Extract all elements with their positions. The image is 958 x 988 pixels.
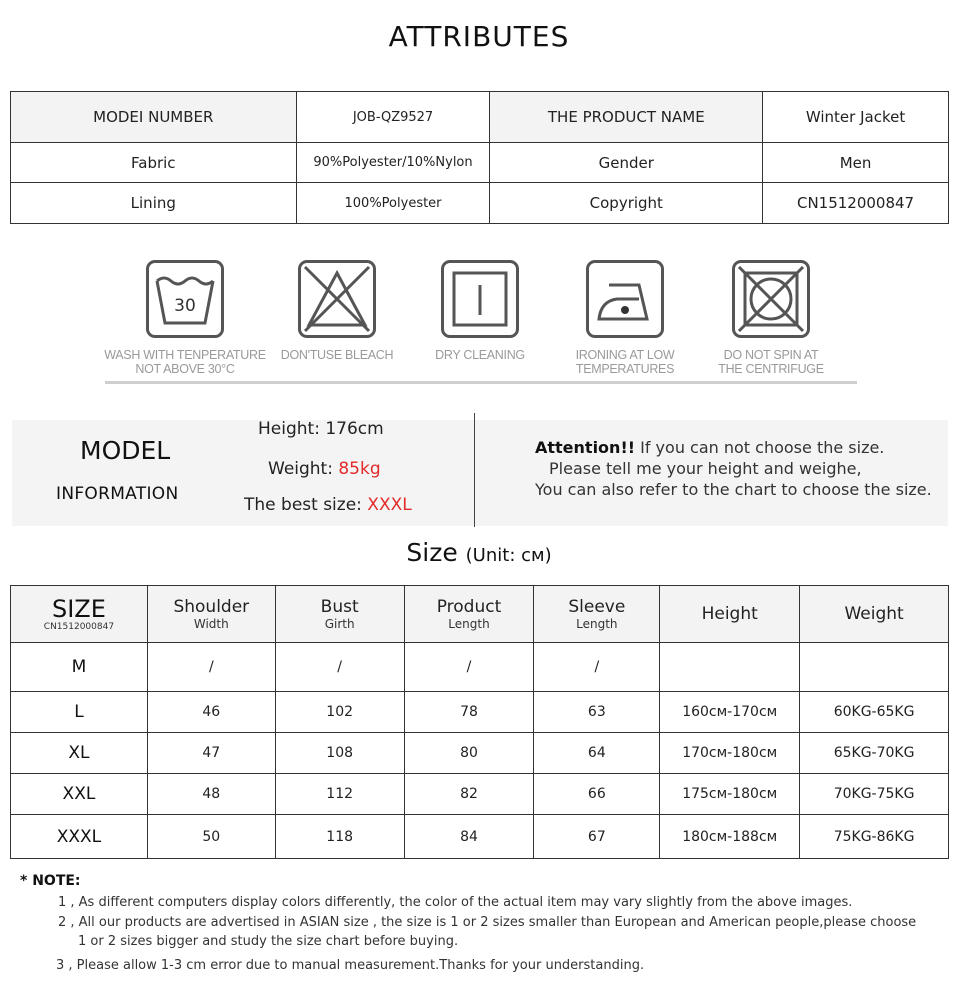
note-heading: * NOTE: [20, 873, 81, 889]
size-table-header [11, 586, 949, 643]
attr-value: Winter Jacket [763, 92, 949, 143]
model-height: Height: 176cm [258, 419, 384, 439]
col-sleeve: Sleeve Length [534, 586, 660, 643]
shoulder-cell: / [147, 643, 275, 692]
care-label: IRONING AT LOW TEMPERATURES [575, 348, 675, 376]
care-divider [105, 381, 857, 384]
dry-cleaning-icon [441, 260, 519, 338]
attr-value: CN1512000847 [763, 183, 949, 224]
height-cell: 180cм-188cм [660, 815, 800, 859]
shoulder-cell: 50 [147, 815, 275, 859]
size-cell: XXXL [11, 815, 148, 859]
size-cell: L [11, 692, 148, 733]
attr-key: Lining [11, 183, 297, 224]
bust-cell: 108 [275, 733, 404, 774]
col-shoulder: Shoulder Width [147, 586, 275, 643]
care-item-wash [100, 255, 270, 376]
care-label: DON'TUSE BLEACH [280, 348, 394, 362]
wash-30-icon [146, 260, 224, 338]
sleeve-cell: 64 [534, 733, 660, 774]
size-cell: XXL [11, 774, 148, 815]
size-row [11, 692, 949, 733]
attr-key: Copyright [490, 183, 763, 224]
attributes-row [11, 143, 949, 183]
attributes-table [10, 91, 949, 224]
sleeve-cell: 66 [534, 774, 660, 815]
bust-cell: 102 [275, 692, 404, 733]
sleeve-cell: / [534, 643, 660, 692]
sleeve-cell: 67 [534, 815, 660, 859]
model-divider [474, 413, 475, 527]
size-cell: M [11, 643, 148, 692]
bust-cell: / [275, 643, 404, 692]
attr-key: Fabric [11, 143, 297, 183]
shoulder-cell: 48 [147, 774, 275, 815]
care-label: DO NOT SPIN AT THE CENTRIFUGE [718, 348, 824, 376]
length-cell: / [404, 643, 534, 692]
attr-value: 100%Polyester [296, 183, 490, 224]
note-2: 2 , All our products are advertised in ASIAN size , the size is 1 or 2 sizes smaller than European and American people,please choose [58, 915, 917, 930]
length-cell: 78 [404, 692, 534, 733]
note-3: 3 , Please allow 1-3 cm error due to manual measurement.Thanks for your understanding. [56, 958, 645, 973]
length-cell: 82 [404, 774, 534, 815]
model-subtitle: INFORMATION [56, 484, 179, 504]
iron-low-icon [586, 260, 664, 338]
weight-cell: 60KG-65KG [800, 692, 949, 733]
attr-key: THE PRODUCT NAME [490, 92, 763, 143]
size-table [10, 585, 949, 859]
length-cell: 80 [404, 733, 534, 774]
height-cell [660, 643, 800, 692]
height-cell: 175cм-180cм [660, 774, 800, 815]
size-row [11, 643, 949, 692]
size-cell: XL [11, 733, 148, 774]
attention-note: Attention!! If you can not choose the size. Please tell me your height and weighe, You can also refer to the chart to choose the size. [535, 438, 932, 499]
shoulder-cell: 46 [147, 692, 275, 733]
attr-key: MODEI NUMBER [11, 92, 297, 143]
sleeve-cell: 63 [534, 692, 660, 733]
weight-cell: 70KG-75KG [800, 774, 949, 815]
no-spin-icon [732, 260, 810, 338]
attributes-row [11, 183, 949, 224]
wash-temp-label: 30 [174, 296, 196, 316]
model-weight: Weight: 85kg [268, 459, 381, 479]
care-label: DRY CLEANING [435, 348, 525, 362]
height-cell: 170cм-180cм [660, 733, 800, 774]
note-2-cont: 1 or 2 sizes bigger and study the size chart before buying. [78, 934, 459, 949]
weight-cell: 65KG-70KG [800, 733, 949, 774]
shoulder-cell: 47 [147, 733, 275, 774]
care-item-iron [540, 255, 710, 376]
attr-value: JOB-QZ9527 [296, 92, 490, 143]
attributes-row [11, 92, 949, 143]
col-weight: Weight [800, 586, 949, 643]
size-row [11, 774, 949, 815]
col-height: Height [660, 586, 800, 643]
model-title: MODEL [80, 436, 171, 465]
size-chart-title: Size (Unit: cм) [406, 538, 552, 567]
model-best-size: The best size: XXXL [244, 495, 412, 515]
page-title: ATTRIBUTES [388, 20, 570, 53]
attr-value: Men [763, 143, 949, 183]
care-instructions [100, 255, 860, 390]
height-cell: 160cм-170cм [660, 692, 800, 733]
weight-cell [800, 643, 949, 692]
col-bust: Bust Girth [275, 586, 404, 643]
size-row-highlight [11, 815, 949, 859]
attr-key: Gender [490, 143, 763, 183]
bust-cell: 112 [275, 774, 404, 815]
care-label: WASH WITH TENPERATURE NOT ABOVE 30°C [104, 348, 266, 376]
bust-cell: 118 [275, 815, 404, 859]
attr-value: 90%Polyester/10%Nylon [296, 143, 490, 183]
size-row [11, 733, 949, 774]
length-cell: 84 [404, 815, 534, 859]
no-bleach-icon [298, 260, 376, 338]
care-item-spin [686, 255, 856, 376]
note-1: 1 , As different computers display colors differently, the color of the actual item may vary slightly from the above images. [58, 895, 853, 910]
weight-cell: 75KG-86KG [800, 815, 949, 859]
col-size: SIZE CN1512000847 [11, 586, 148, 643]
col-length: Product Length [404, 586, 534, 643]
